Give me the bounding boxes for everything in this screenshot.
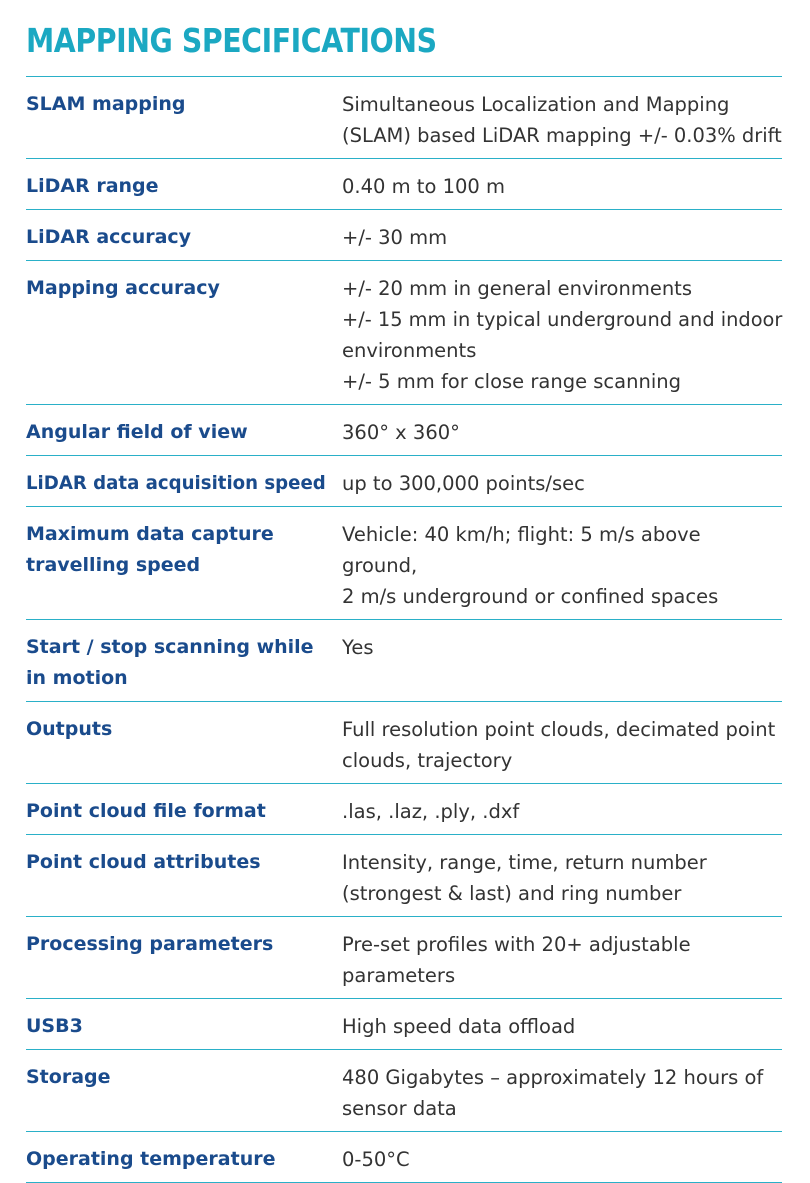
spec-row	[26, 405, 782, 456]
spec-value-line: 0-50°C	[342, 1148, 410, 1171]
spec-value-line: (SLAM) based LiDAR mapping +/- 0.03% drift	[342, 124, 782, 147]
spec-label	[26, 519, 342, 612]
spec-value	[342, 171, 782, 202]
spec-value	[342, 519, 782, 612]
spec-label	[26, 847, 342, 909]
spec-label-line: USB3	[26, 1015, 83, 1037]
spec-label-line: Start / stop scanning while	[26, 636, 314, 658]
spec-value-line: Simultaneous Localization and Mapping	[342, 93, 730, 116]
spec-label-line: Maximum data capture	[26, 523, 274, 545]
spec-value	[342, 417, 782, 448]
spec-row	[26, 702, 782, 784]
spec-label	[26, 468, 342, 499]
spec-label	[26, 171, 342, 202]
spec-value-line: clouds, trajectory	[342, 749, 513, 772]
spec-value	[342, 714, 782, 776]
spec-row	[26, 261, 782, 405]
spec-label-line: LiDAR data acquisition speed	[26, 472, 326, 494]
spec-label-line: Processing parameters	[26, 933, 274, 955]
page-title: MAPPING SPECIFICATIONS	[26, 21, 437, 60]
spec-value-line: parameters	[342, 964, 456, 987]
spec-value	[342, 89, 783, 151]
spec-label-line: Storage	[26, 1066, 111, 1088]
spec-label-line: Operating temperature	[26, 1148, 276, 1170]
spec-label	[26, 417, 342, 448]
spec-value-line: +/- 20 mm in general environments	[342, 277, 692, 300]
spec-value	[342, 468, 782, 499]
spec-label-line: in motion	[26, 667, 128, 689]
spec-value-line: .las, .laz, .ply, .dxf	[342, 800, 520, 823]
spec-value	[342, 796, 782, 827]
spec-value	[342, 1011, 782, 1042]
spec-table	[26, 76, 782, 1183]
spec-label	[26, 1011, 342, 1042]
spec-label-line: travelling speed	[26, 554, 201, 576]
spec-value	[342, 273, 785, 397]
spec-value-line: Pre-set profiles with 20+ adjustable	[342, 933, 691, 956]
spec-value	[342, 929, 782, 991]
spec-value-line: 2 m/s underground or confined spaces	[342, 585, 719, 608]
spec-value	[342, 1144, 782, 1175]
spec-label-line: Outputs	[26, 718, 113, 740]
spec-value-line: Vehicle: 40 km/h; flight: 5 m/s above	[342, 523, 701, 546]
spec-label	[26, 632, 342, 694]
spec-value	[342, 1062, 782, 1124]
spec-label	[26, 796, 342, 827]
spec-row	[26, 784, 782, 835]
spec-row	[26, 620, 782, 702]
spec-label	[26, 714, 342, 776]
spec-label-line: Point cloud file format	[26, 800, 266, 822]
spec-label-line: LiDAR range	[26, 175, 159, 197]
spec-row	[26, 999, 782, 1050]
spec-sheet	[26, 0, 783, 1171]
spec-value-line: ground,	[342, 554, 418, 577]
spec-label	[26, 929, 342, 991]
spec-row	[26, 835, 782, 917]
spec-value-line: environments	[342, 339, 477, 362]
spec-label	[26, 89, 342, 151]
spec-label	[26, 222, 342, 253]
spec-value-line: 480 Gigabytes – approximately 12 hours of	[342, 1066, 764, 1089]
spec-value-line: High speed data offload	[342, 1015, 576, 1038]
spec-value-line: +/- 5 mm for close range scanning	[342, 370, 681, 393]
spec-label	[26, 1062, 342, 1124]
spec-value-line: sensor data	[342, 1097, 457, 1120]
spec-label-line: SLAM mapping	[26, 93, 186, 115]
spec-row	[26, 456, 782, 507]
spec-value-line: 360° x 360°	[342, 421, 460, 444]
spec-row	[26, 917, 782, 999]
spec-value	[342, 847, 782, 909]
spec-value-line: 0.40 m to 100 m	[342, 175, 505, 198]
spec-row	[26, 159, 782, 210]
spec-label-line: Mapping accuracy	[26, 277, 220, 299]
spec-row	[26, 77, 782, 159]
spec-value	[342, 632, 782, 694]
spec-label-line: LiDAR accuracy	[26, 226, 192, 248]
spec-value-line: +/- 30 mm	[342, 226, 448, 249]
spec-row	[26, 210, 782, 261]
spec-value	[342, 222, 782, 253]
spec-value-line: Intensity, range, time, return number	[342, 851, 707, 874]
spec-row	[26, 507, 782, 620]
spec-row	[26, 1050, 782, 1132]
spec-value-line: (strongest & last) and ring number	[342, 882, 682, 905]
spec-value-line: Yes	[342, 636, 374, 659]
spec-row	[26, 1132, 782, 1183]
spec-label	[26, 1144, 342, 1175]
spec-label-line: Angular field of view	[26, 421, 248, 443]
spec-value-line: Full resolution point clouds, decimated point	[342, 718, 776, 741]
spec-label-line: Point cloud attributes	[26, 851, 261, 873]
spec-value-line: +/- 15 mm in typical underground and indoor	[342, 308, 783, 331]
spec-label	[26, 273, 342, 397]
spec-value-line: up to 300,000 points/sec	[342, 472, 585, 495]
